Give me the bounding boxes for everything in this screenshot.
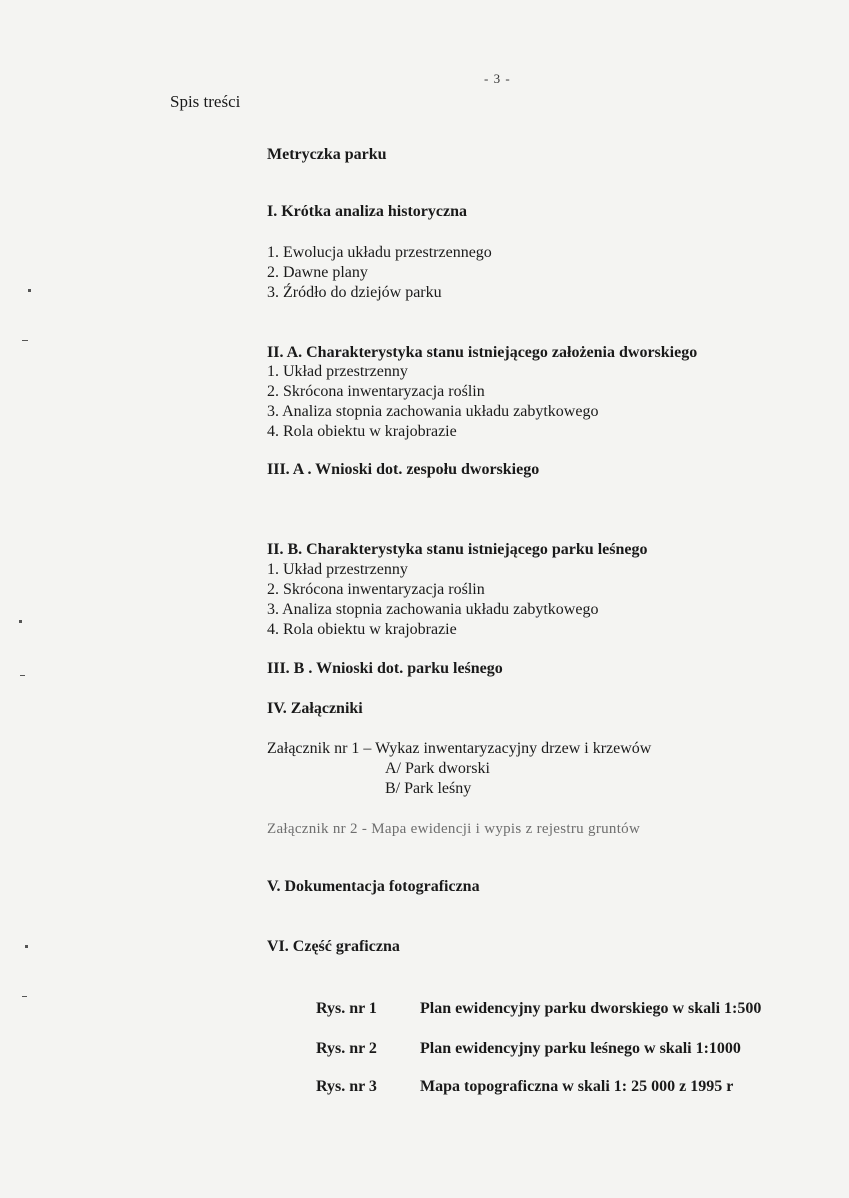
scan-speck xyxy=(28,289,31,292)
section-2b-item: 1. Układ przestrzenny xyxy=(267,561,408,578)
heading-metryczka: Metryczka parku xyxy=(267,146,387,163)
drawing-number: Rys. nr 3 xyxy=(316,1078,377,1095)
drawing-description: Plan ewidencyjny parku dworskiego w skali 1:500 xyxy=(420,1000,762,1017)
section-2a-item: 2. Skrócona inwentaryzacja roślin xyxy=(267,383,485,400)
heading-section-4: IV. Załączniki xyxy=(267,700,363,717)
drawing-description: Plan ewidencyjny parku leśnego w skali 1:1000 xyxy=(420,1040,741,1057)
heading-section-1: I. Krótka analiza historyczna xyxy=(267,203,467,220)
section-2a-item: 3. Analiza stopnia zachowania układu zabytkowego xyxy=(267,403,599,420)
heading-section-2b: II. B. Charakterystyka stanu istniejącego parku leśnego xyxy=(267,541,648,558)
section-2a-item: 1. Układ przestrzenny xyxy=(267,363,408,380)
attachment-2: Załącznik nr 2 - Mapa ewidencji i wypis z rejestru gruntów xyxy=(267,821,641,837)
section-2b-item: 2. Skrócona inwentaryzacja roślin xyxy=(267,581,485,598)
attachment-1-part-b: B/ Park leśny xyxy=(385,780,472,797)
drawing-number: Rys. nr 2 xyxy=(316,1040,377,1057)
heading-section-3b: III. B . Wnioski dot. parku leśnego xyxy=(267,660,503,677)
scan-speck xyxy=(22,340,28,341)
scan-speck xyxy=(22,996,27,997)
section-1-item: 2. Dawne plany xyxy=(267,264,368,281)
attachment-1-part-a: A/ Park dworski xyxy=(385,760,490,777)
section-1-item: 3. Źródło do dziejów parku xyxy=(267,284,442,301)
scan-speck xyxy=(20,675,25,676)
heading-section-2a: II. A. Charakterystyka stanu istniejącego założenia dworskiego xyxy=(267,344,698,361)
heading-section-6: VI. Część graficzna xyxy=(267,938,400,955)
attachment-1: Załącznik nr 1 – Wykaz inwentaryzacyjny drzew i krzewów xyxy=(267,740,652,757)
page-number: - 3 - xyxy=(484,71,511,86)
scan-speck xyxy=(25,945,28,948)
section-2a-item: 4. Rola obiektu w krajobrazie xyxy=(267,423,457,440)
drawing-number: Rys. nr 1 xyxy=(316,1000,377,1017)
section-1-item: 1. Ewolucja układu przestrzennego xyxy=(267,244,492,261)
heading-section-5: V. Dokumentacja fotograficzna xyxy=(267,878,480,895)
toc-label: Spis treści xyxy=(170,92,241,111)
section-2b-item: 4. Rola obiektu w krajobrazie xyxy=(267,621,457,638)
scan-speck xyxy=(19,620,22,623)
drawing-description: Mapa topograficzna w skali 1: 25 000 z 1995 r xyxy=(420,1078,734,1095)
heading-section-3a: III. A . Wnioski dot. zespołu dworskiego xyxy=(267,461,540,478)
section-2b-item: 3. Analiza stopnia zachowania układu zabytkowego xyxy=(267,601,599,618)
